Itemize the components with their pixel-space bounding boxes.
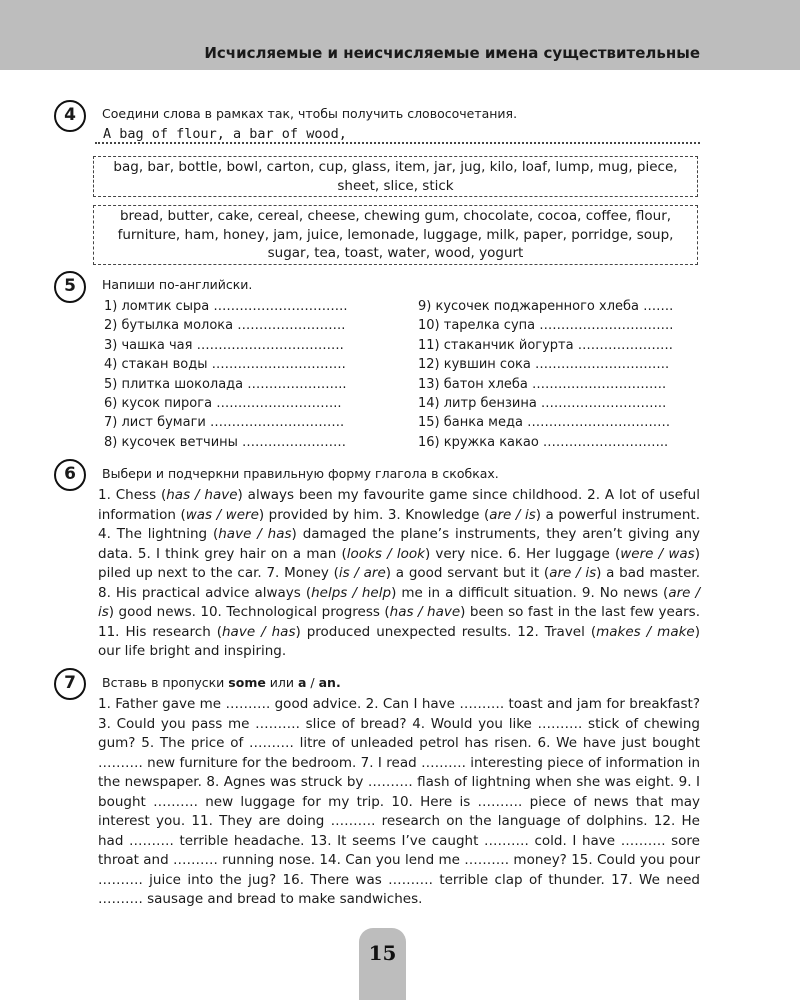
page-number: 15 bbox=[368, 941, 397, 965]
exercise-6-instruction: Выбери и подчеркни правильную форму глагола в скобках. bbox=[102, 466, 499, 481]
page-header-band bbox=[0, 0, 800, 70]
list-item: 2) бутылка молока ……………………. bbox=[104, 318, 346, 334]
list-item: 8) кусочек ветчины …………………… bbox=[104, 434, 347, 450]
word-box-foods: bread, butter, cake, cereal, cheese, chewing gum, chocolate, cocoa, coffee, flour, furniture, ham, honey, jam, juice, lemonade, luggage, milk, paper, porridge, soup, sugar, tea, toast, water, wood, yogurt bbox=[93, 205, 698, 265]
verb-choice[interactable]: are / is bbox=[549, 565, 597, 581]
list-item: 16) кружка какао ……………………….. bbox=[418, 434, 669, 450]
exercise-7-number: 7 bbox=[54, 668, 86, 700]
list-item: 5) плитка шоколада ………………….. bbox=[104, 376, 347, 392]
verb-choice[interactable]: are / is bbox=[489, 506, 536, 523]
verb-choice[interactable]: has / have bbox=[166, 487, 238, 503]
verb-choice[interactable]: is / are bbox=[338, 565, 386, 581]
list-item: 10) тарелка супа …………………………. bbox=[418, 318, 674, 334]
verb-choice[interactable]: have / has bbox=[222, 623, 296, 640]
verb-choice[interactable]: has / have bbox=[389, 604, 461, 620]
page-number-tab bbox=[359, 928, 406, 1000]
verb-choice[interactable]: was / were bbox=[185, 506, 259, 523]
verb-choice[interactable]: makes / make bbox=[596, 623, 695, 640]
exercise-7-text: 1. Father gave me ………. good advice. 2. Can I have ………. toast and jam for breakfast? 3. Could you pass me ………. slice of bread? 4. Would you like ………. stick of chewing gum? 5. The price of ………. litre of unleaded petrol has risen. 6. We have just bought ………. new furniture for the bedroom. 7. I read ………. interesting piece of information in the newspaper. 8. Agnes was struck by ………. flash of lightning when she was eight. 9. I bought ………. new luggage for my trip. 10. Here is ………. piece of news that may interest you. 11. They are doing ………. research on the language of dolphins. 12. He had ………. terrible headache. 13. It seems I’ve caught ………. cold. I have ………. sore throat and ………. running nose. 14. Can you lend me ………. money? 15. Could you pour ………. juice into the jug? 16. There was ………. terrible clap of thunder. 17. We need ………. sausage and bread to make sandwiches. bbox=[98, 696, 700, 907]
verb-choice[interactable]: helps / help bbox=[311, 584, 392, 601]
answer-dotted-line bbox=[95, 142, 700, 144]
verb-choice[interactable]: have / has bbox=[218, 526, 292, 542]
exercise-5-number: 5 bbox=[54, 271, 86, 303]
list-item: 3) чашка чая ……………………………. bbox=[104, 337, 344, 353]
exercise-5-right-column bbox=[418, 297, 701, 452]
list-item: 1) ломтик сыра …………………………. bbox=[104, 299, 348, 314]
list-item: 4) стакан воды …………………………. bbox=[104, 357, 346, 373]
list-item: 6) кусок пирога ……………………….. bbox=[104, 395, 342, 411]
list-item: 13) батон хлеба …………………………. bbox=[418, 376, 667, 392]
exercise-4-example: A bag of flour, a bar of wood, bbox=[103, 126, 347, 142]
verb-choice[interactable]: were / was bbox=[620, 545, 695, 562]
exercise-6-number: 6 bbox=[54, 459, 86, 491]
word-box-containers: bag, bar, bottle, bowl, carton, cup, glass, item, jar, jug, kilo, loaf, lump, mug, piece, sheet, slice, stick bbox=[93, 156, 698, 197]
exercise-7-instruction: Вставь в пропуски some или a / an. bbox=[102, 675, 341, 690]
list-item: 15) банка меда …………………………… bbox=[418, 415, 671, 431]
exercise-6-text: 1. Chess (has / have) always been my favourite game since childhood. 2. A lot of useful information (was / were) provided by him. 3. Knowledge (are / is) a powerful instrument. 4. The lightning (have / has) damaged the plane’s instruments, they aren’t giving any data. 5. I think grey hair on a man (looks / look) very nice. 6. Her luggage (were / was) piled up next to the car. 7. Money (is / are) a good servant but it (are / is) a bad master. 8. His practical advice always (helps / help) me in a difficult situation. 9. No news (are / is) good news. 10. Technological progress (has / have) been so fast in the last few years. 11. His research (have / has) produced unexpected results. 12. Travel (makes / make) our life bright and inspiring. bbox=[98, 487, 701, 659]
list-item: 7) лист бумаги …………………………. bbox=[104, 415, 345, 431]
list-item: 11) стаканчик йогурта …………………. bbox=[418, 337, 673, 353]
exercise-5-instruction: Напиши по-английски. bbox=[102, 277, 253, 292]
exercise-4-number: 4 bbox=[54, 100, 86, 132]
list-item: 9) кусочек поджаренного хлеба ……. bbox=[418, 299, 674, 314]
exercise-5-left-column bbox=[104, 297, 374, 452]
exercise-4-instruction: Соедини слова в рамках так, чтобы получить словосочетания. bbox=[102, 106, 518, 121]
verb-choice[interactable]: looks / look bbox=[346, 545, 425, 562]
list-item: 12) кувшин сока …………………………. bbox=[418, 357, 670, 373]
list-item: 14) литр бензина ……………………….. bbox=[418, 395, 667, 411]
verb-choice[interactable]: are / is bbox=[98, 584, 701, 620]
page-title: Исчисляемые и неисчисляемые имена существительные bbox=[204, 44, 700, 62]
